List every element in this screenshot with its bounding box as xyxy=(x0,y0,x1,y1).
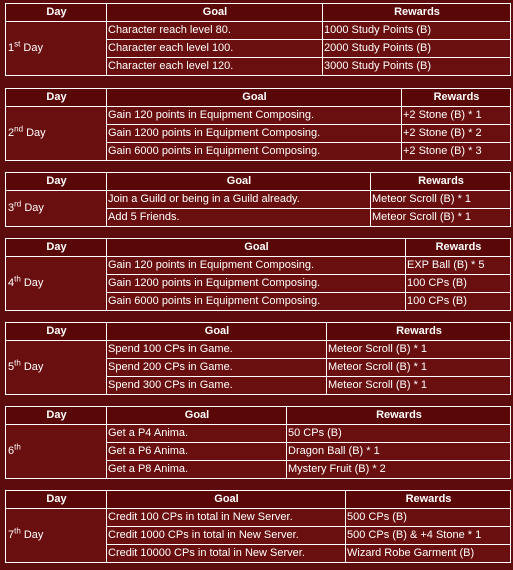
rewards-column-header: Rewards xyxy=(327,323,511,341)
goal-cell: Character each level 120. xyxy=(107,58,323,76)
reward-cell: EXP Ball (B) * 5 xyxy=(406,257,511,275)
day-4-table xyxy=(5,238,511,311)
day-ordinal-suffix: st xyxy=(14,39,21,49)
day-word: Day xyxy=(23,361,44,373)
day-number: 5 xyxy=(8,361,15,373)
day-7-table xyxy=(5,490,511,563)
day-3-table xyxy=(5,172,511,227)
rewards-column-header: Rewards xyxy=(406,239,511,257)
goal-column-header: Goal xyxy=(107,491,346,509)
day-number: 7 xyxy=(8,529,15,541)
reward-cell: Dragon Ball (B) * 1 xyxy=(287,443,511,461)
reward-cell: Meteor Scroll (B) * 1 xyxy=(371,209,511,227)
goal-cell: Spend 100 CPs in Game. xyxy=(107,341,327,359)
goal-cell: Credit 10000 CPs in total in New Server. xyxy=(107,545,346,563)
day-number: 6 xyxy=(8,445,15,457)
day-word: Day xyxy=(24,202,44,214)
goal-cell: Join a Guild or being in a Guild already. xyxy=(107,191,371,209)
day-label xyxy=(6,341,107,395)
goal-cell: Gain 120 points in Equipment Composing. xyxy=(107,257,406,275)
day-1-table xyxy=(5,3,511,76)
day-2-table xyxy=(5,88,511,161)
goal-column-header: Goal xyxy=(107,407,287,425)
day-label xyxy=(6,257,107,311)
table-header-row xyxy=(6,173,511,191)
day-word: Day xyxy=(26,127,46,139)
day-ordinal-suffix: th xyxy=(14,274,21,284)
goal-cell: Add 5 Friends. xyxy=(107,209,371,227)
day-column-header: Day xyxy=(6,4,107,22)
table-header-row xyxy=(6,323,511,341)
day-number: 4 xyxy=(8,277,15,289)
day-column-header: Day xyxy=(6,407,107,425)
table-row xyxy=(6,191,511,209)
rewards-column-header: Rewards xyxy=(346,491,511,509)
day-word: Day xyxy=(23,42,43,54)
goal-cell: Get a P4 Anima. xyxy=(107,425,287,443)
rewards-column-header: Rewards xyxy=(323,4,511,22)
goal-column-header: Goal xyxy=(107,173,371,191)
goal-cell: Credit 1000 CPs in total in New Server. xyxy=(107,527,346,545)
day-word: Day xyxy=(23,529,44,541)
day-label xyxy=(6,509,107,563)
table-header-row xyxy=(6,407,511,425)
reward-cell: 3000 Study Points (B) xyxy=(323,58,511,76)
rewards-column-header: Rewards xyxy=(402,89,511,107)
reward-cell: Wizard Robe Garment (B) xyxy=(346,545,511,563)
day-column-header: Day xyxy=(6,173,107,191)
reward-cell: Meteor Scroll (B) * 1 xyxy=(371,191,511,209)
day-column-header: Day xyxy=(6,323,107,341)
day-label xyxy=(6,191,107,227)
reward-cell: 500 CPs (B) xyxy=(346,509,511,527)
table-header-row xyxy=(6,89,511,107)
table-row xyxy=(6,341,511,359)
goal-column-header: Goal xyxy=(107,239,406,257)
day-number: 2 xyxy=(8,127,15,139)
day-number: 3 xyxy=(8,202,15,214)
day-number: 1 xyxy=(8,42,15,54)
goal-cell: Credit 100 CPs in total in New Server. xyxy=(107,509,346,527)
goal-cell: Character each level 100. xyxy=(107,40,323,58)
goal-cell: Spend 300 CPs in Game. xyxy=(107,377,327,395)
reward-cell: Meteor Scroll (B) * 1 xyxy=(327,359,511,377)
reward-cell: 1000 Study Points (B) xyxy=(323,22,511,40)
rewards-column-header: Rewards xyxy=(371,173,511,191)
reward-cell: +2 Stone (B) * 2 xyxy=(402,125,511,143)
reward-cell: Meteor Scroll (B) * 1 xyxy=(327,341,511,359)
table-row xyxy=(6,22,511,40)
day-6-table xyxy=(5,406,511,479)
goal-column-header: Goal xyxy=(107,89,402,107)
goal-cell: Get a P8 Anima. xyxy=(107,461,287,479)
reward-cell: 100 CPs (B) xyxy=(406,293,511,311)
day-column-header: Day xyxy=(6,491,107,509)
table-row xyxy=(6,509,511,527)
day-ordinal-suffix: th xyxy=(14,358,21,368)
day-ordinal-suffix: th xyxy=(14,442,21,452)
reward-cell: +2 Stone (B) * 3 xyxy=(402,143,511,161)
reward-cell: 500 CPs (B) & +4 Stone * 1 xyxy=(346,527,511,545)
table-header-row xyxy=(6,4,511,22)
day-column-header: Day xyxy=(6,89,107,107)
goal-column-header: Goal xyxy=(107,323,327,341)
day-column-header: Day xyxy=(6,239,107,257)
day-ordinal-suffix: th xyxy=(14,526,21,536)
day-word: Day xyxy=(23,277,44,289)
table-row xyxy=(6,107,511,125)
day-ordinal-suffix: rd xyxy=(14,199,22,209)
goal-column-header: Goal xyxy=(107,4,323,22)
goal-cell: Gain 120 points in Equipment Composing. xyxy=(107,107,402,125)
goal-cell: Gain 1200 points in Equipment Composing. xyxy=(107,275,406,293)
table-header-row xyxy=(6,239,511,257)
goal-cell: Spend 200 CPs in Game. xyxy=(107,359,327,377)
reward-cell: Meteor Scroll (B) * 1 xyxy=(327,377,511,395)
reward-cell: +2 Stone (B) * 1 xyxy=(402,107,511,125)
rewards-column-header: Rewards xyxy=(287,407,511,425)
day-5-table xyxy=(5,322,511,395)
reward-cell: Mystery Fruit (B) * 2 xyxy=(287,461,511,479)
day-label xyxy=(6,22,107,76)
table-row xyxy=(6,425,511,443)
goal-cell: Character reach level 80. xyxy=(107,22,323,40)
reward-cell: 100 CPs (B) xyxy=(406,275,511,293)
day-ordinal-suffix: nd xyxy=(14,124,24,134)
table-row xyxy=(6,257,511,275)
goal-cell: Gain 1200 points in Equipment Composing. xyxy=(107,125,402,143)
table-header-row xyxy=(6,491,511,509)
goal-cell: Gain 6000 points in Equipment Composing. xyxy=(107,293,406,311)
reward-cell: 50 CPs (B) xyxy=(287,425,511,443)
goal-cell: Gain 6000 points in Equipment Composing. xyxy=(107,143,402,161)
goal-cell: Get a P6 Anima. xyxy=(107,443,287,461)
reward-cell: 2000 Study Points (B) xyxy=(323,40,511,58)
day-label xyxy=(6,425,107,479)
day-label xyxy=(6,107,107,161)
